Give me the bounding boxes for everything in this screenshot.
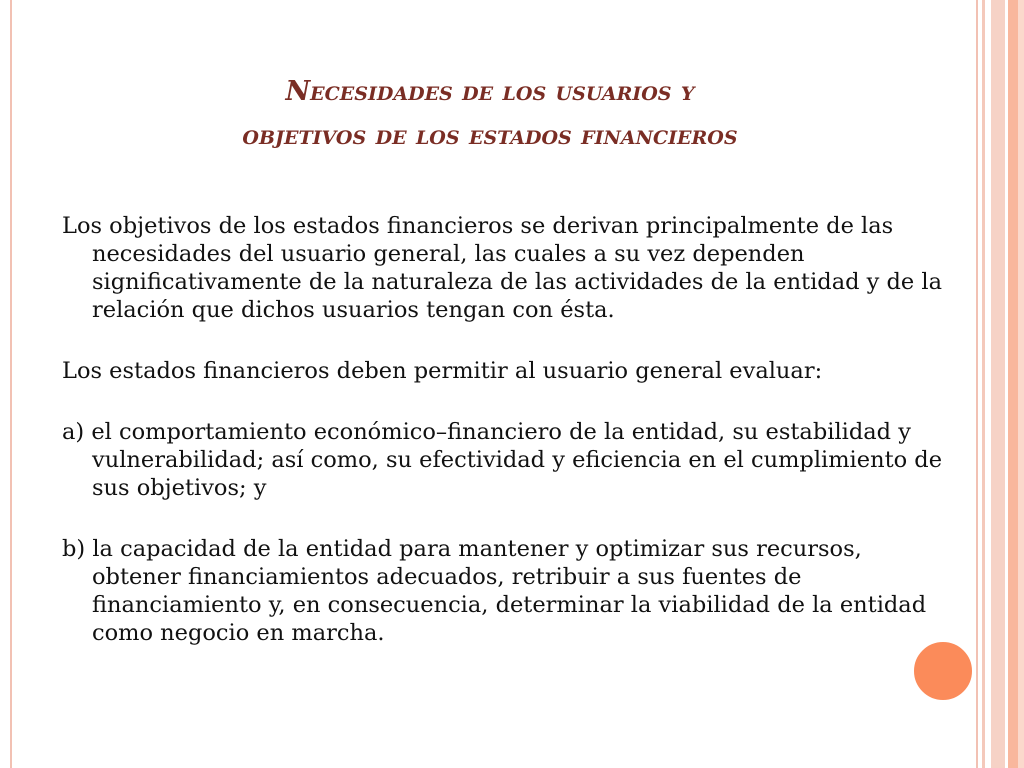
stripe — [1008, 0, 1018, 768]
slide-body — [62, 212, 944, 680]
paragraph-objectives: Los objetivos de los estados financieros se derivan principalmente de las necesidades del usuario general, las cuales a su vez dependen significativamente de la naturaleza de las actividades de la entidad y de la relación que dichos usuarios tengan con ésta. — [62, 213, 943, 323]
paragraph-evaluate: Los estados financieros deben permitir al usuario general evaluar: — [62, 358, 823, 384]
stripe — [991, 0, 1005, 768]
paragraph-item-b: b) la capacidad de la entidad para mantener y optimizar sus recursos, obtener financiamientos adecuados, retribuir a sus fuentes de financiamiento y, en consecuencia, determinar la viabilidad de la entidad como negocio en marcha. — [62, 536, 927, 646]
decorative-stripes — [978, 0, 1024, 768]
slide-title-line-1: Necesidades de los usuarios y — [285, 76, 695, 107]
slide-title-line-2: objetivos de los estados financieros — [242, 120, 738, 151]
paragraph-item-a: a) el comportamiento económico–financiero de la entidad, su estabilidad y vulnerabilidad; así como, su efectividad y eficiencia en el cumplimiento de sus objetivos; y — [62, 419, 943, 501]
stripe — [1018, 0, 1024, 768]
slide-title — [60, 70, 920, 158]
